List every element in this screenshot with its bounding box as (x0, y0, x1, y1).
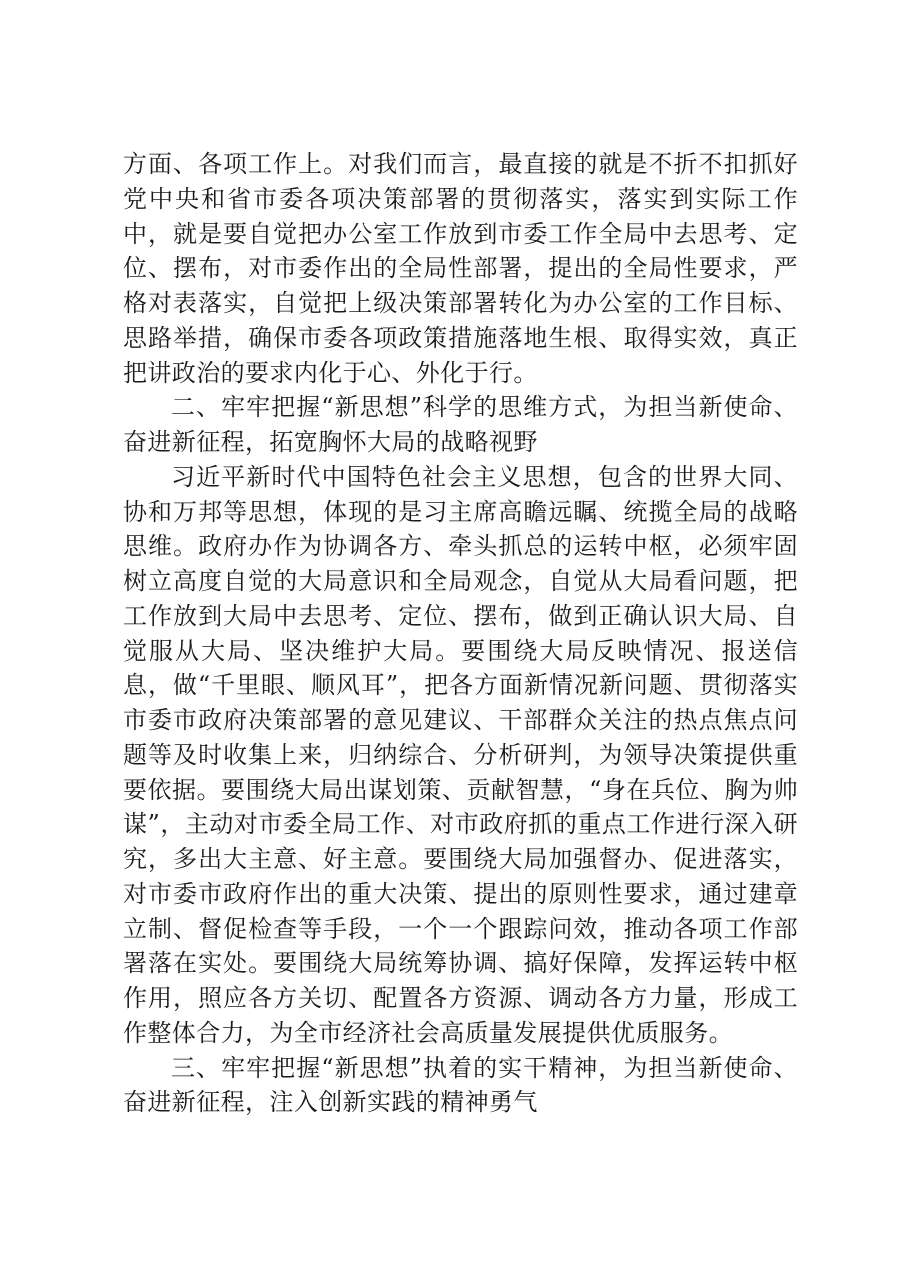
body-paragraph: 习近平新时代中国特色社会主义思想，包含的世界大同、协和万邦等思想，体现的是习主席高瞻远瞩、统揽全局的战略思维。政府办作为协调各方、牵头抓总的运转中枢，必须牢固树立高度自觉的大局意识和全局观念，自觉从大局看问题，把工作放到大局中去思考、定位、摆布，做到正确认识大局、自觉服从大局、坚决维护大局。要围绕大局反映情况、报送信息，做“千里眼、顺风耳”，把各方面新情况新问题、贯彻落实市委市政府决策部署的意见建议、干部群众关注的热点焦点问题等及时收集上来，归纳综合、分析研判，为领导决策提供重要依据。要围绕大局出谋划策、贡献智慧，“身在兵位、胸为帅谋”，主动对市委全局工作、对市政府抓的重点工作进行深入研究，多出大主意、好主意。要围绕大局加强督办、促进落实，对市委市政府作出的重大决策、提出的原则性要求，通过建章立制、督促检查等手段，一个一个跟踪问效，推动各项工作部署落在实处。要围绕大局统筹协调、搞好保障，发挥运转中枢作用，照应各方关切、配置各方资源、调动各方力量，形成工作整体合力，为全市经济社会高质量发展提供优质服务。 (123, 462, 798, 1047)
section-heading-two: 二、牢牢把握“新思想”科学的思维方式，为担当新使命、奋进新征程，拓宽胸怀大局的战略视野 (123, 393, 798, 456)
body-paragraph: 方面、各项工作上。对我们而言，最直接的就是不折不扣抓好党中央和省市委各项决策部署的贯彻落实，落实到实际工作中，就是要自觉把办公室工作放到市委工作全局中去思考、定位、摆布，对市委作出的全局性部署，提出的全局性要求，严格对表落实，自觉把上级决策部署转化为办公室的工作目标、思路举措，确保市委各项政策措施落地生根、取得实效，真正把讲政治的要求内化于心、外化于行。 (123, 150, 798, 387)
section-heading-three: 三、牢牢把握“新思想”执着的实干精神，为担当新使命、奋进新征程，注入创新实践的精神勇气 (123, 1053, 798, 1117)
document-body (123, 147, 798, 1120)
